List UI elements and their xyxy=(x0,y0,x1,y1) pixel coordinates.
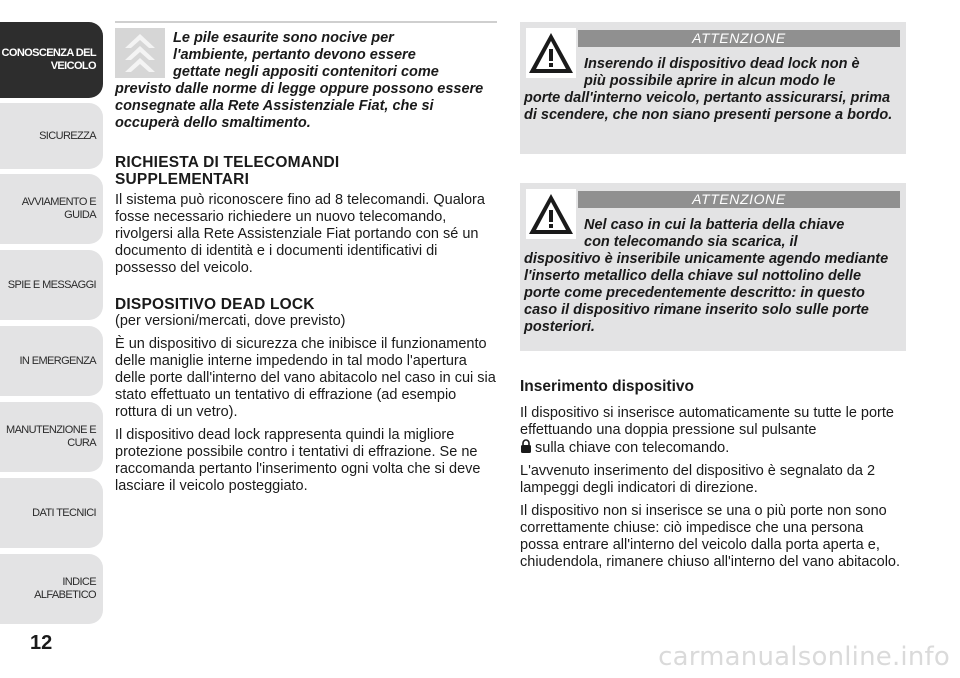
tab-sicurezza[interactable] xyxy=(0,103,103,169)
tab-label: IN EMERGENZA xyxy=(19,354,96,367)
tab-in-emergenza[interactable] xyxy=(0,326,103,396)
warning-box-battery xyxy=(520,183,906,351)
warning-box-dead-lock xyxy=(520,22,906,154)
tab-spie-e-messaggi[interactable] xyxy=(0,250,103,320)
warning-triangle-icon xyxy=(526,28,576,78)
section-title-telecomandi: RICHIESTA DI TELECOMANDI SUPPLEMENTARI xyxy=(115,154,340,188)
tab-label: SPIE E MESSAGGI xyxy=(7,278,96,291)
inserimento-paragraph-1-tail: sulla chiave con telecomando. xyxy=(535,440,730,456)
tab-conoscenza-del-veicolo[interactable] xyxy=(0,22,103,98)
tab-label: SICUREZZA xyxy=(39,129,96,142)
inserimento-paragraph-3: Il dispositivo non si inserisce se una o più porte non sono correttamente chiuse: ciò impedisce che una persona possa entrare all'interno del veicolo dalla porta aperta e, chiudendola, rimanere chiuso all'interno del vano abitacolo. xyxy=(520,503,901,570)
dead-lock-paragraph-1: È un dispositivo di sicurezza che inibisce il funzionamento delle maniglie interne impedendo in tal modo l'apertura delle porte dall'interno del vano abitacolo nel caso in cui sia stato effettuato un tentativo di effrazione (ad esempio rottura di un vetro). xyxy=(115,336,496,420)
warning-triangle-icon xyxy=(526,189,576,239)
section-title-dead-lock: DISPOSITIVO DEAD LOCK xyxy=(115,296,315,313)
dead-lock-paragraph-2: Il dispositivo dead lock rappresenta quindi la migliore protezione possibile contro i tentativi di effrazione. Se ne raccomanda pertanto l'inserimento ogni volta che si deve lasciare il veicolo posteggiato. xyxy=(115,427,481,494)
left-column xyxy=(115,20,497,495)
tab-label: INDICE ALFABETICO xyxy=(34,576,96,601)
section-body-telecomandi: Il sistema può riconoscere fino ad 8 telecomandi. Qualora fosse necessario richiedere un nuovo telecomando, rivolgersi alla Rete Assistenziale Fiat portando con sé un documento di identità e i documenti identificativi di possesso del veicolo. xyxy=(115,192,485,276)
section-inserimento xyxy=(520,378,906,571)
chapter-sidebar xyxy=(0,0,104,678)
tab-avviamento-e-guida[interactable] xyxy=(0,174,103,244)
page-number: 12 xyxy=(30,632,53,654)
inserimento-paragraph-1 xyxy=(520,405,906,457)
tab-indice-alfabetico[interactable] xyxy=(0,554,103,624)
tab-dati-tecnici[interactable] xyxy=(0,478,103,548)
environment-note xyxy=(115,20,497,132)
warning-body: porte dall'interno veicolo, pertanto assicurarsi, prima di scendere, che non siano presenti persone a bordo. xyxy=(524,90,893,123)
inserimento-paragraph-2: L'avvenuto inserimento del dispositivo è segnalato da 2 lampeggi degli indicatori di direzione. xyxy=(520,463,876,496)
tab-label: CONOSCENZA DEL VEICOLO xyxy=(1,47,96,72)
environment-note-lead: Le pile esaurite sono nocive per l'ambiente, pertanto devono essere gettate negli appositi contenitori come xyxy=(173,30,439,80)
section-subtitle-dead-lock: (per versioni/mercati, dove previsto) xyxy=(115,313,346,329)
inserimento-paragraph-1-lead: Il dispositivo si inserisce automaticamente su tutte le porte effettuando una doppia pressione sul pulsante xyxy=(520,405,894,438)
tab-label: AVVIAMENTO E GUIDA xyxy=(21,196,96,221)
tab-manutenzione-e-cura[interactable] xyxy=(0,402,103,472)
warning-lead: Nel caso in cui la batteria della chiave con telecomando sia scarica, il xyxy=(584,217,845,250)
warning-label: ATTENZIONE xyxy=(578,191,900,208)
tab-label: DATI TECNICI xyxy=(32,506,96,519)
environment-note-body: previsto dalle norme di legge oppure possono essere consegnate alla Rete Assistenziale Fiat, che si occuperà dello smaltimento. xyxy=(115,81,484,131)
warning-lead: Inserendo il dispositivo dead lock non è più possibile aprire in alcun modo le xyxy=(584,56,860,89)
warning-label: ATTENZIONE xyxy=(578,30,900,47)
recycle-icon xyxy=(115,28,165,78)
section-title-inserimento: Inserimento dispositivo xyxy=(520,378,694,395)
tab-label: MANUTENZIONE E CURA xyxy=(6,424,96,449)
warning-body: dispositivo è inseribile unicamente agendo mediante l'inserto metallico della chiave sul nottolino delle porte come precedentemente descritto: in questo caso il dispositivo rimane inserito solo sulle porte posteriori. xyxy=(524,251,889,335)
watermark: carmanualsonline.info xyxy=(658,642,950,672)
padlock-icon xyxy=(520,439,532,454)
